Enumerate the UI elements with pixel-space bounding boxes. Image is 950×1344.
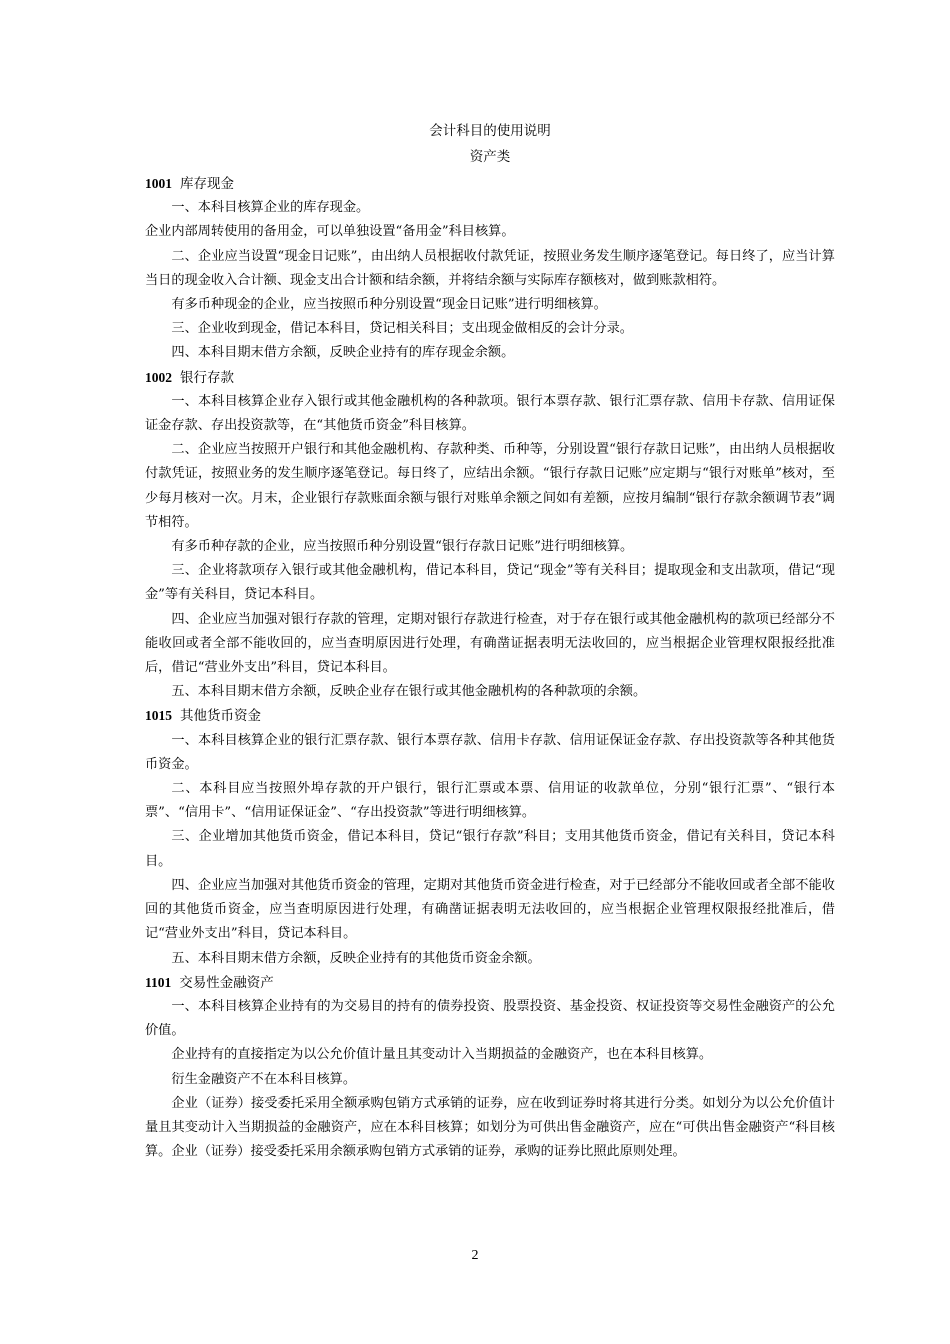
paragraph: 企业持有的直接指定为以公允价值计量且其变动计入当期损益的金融资产，也在本科目核算。: [171, 1047, 713, 1063]
section-code: 1015: [145, 708, 172, 724]
paragraph: 五、本科目期末借方余额，反映企业持有的其他货币资金余额。: [171, 950, 541, 966]
document-subtitle: 资产类: [469, 149, 511, 165]
document-page: [145, 118, 835, 1164]
paragraph: 有多币种现金的企业，应当按照币种分别设置“现金日记账”进行明细核算。: [171, 297, 607, 313]
paragraph: 三、企业收到现金，借记本科目，贷记相关科目；支出现金做相反的会计分录。: [171, 321, 633, 337]
section-name: 库存现金: [180, 176, 234, 192]
section-name: 其他货币资金: [180, 708, 261, 725]
section-heading: [145, 704, 835, 728]
sections-container: [145, 172, 835, 1164]
document-title: 会计科目的使用说明: [429, 123, 551, 139]
paragraph: 一、本科目核算企业的银行汇票存款、银行本票存款、信用卡存款、信用证保证金存款、存出投资款等各种其他货币资金。: [145, 732, 835, 772]
paragraph: 衍生金融资产不在本科目核算。: [171, 1071, 357, 1087]
paragraph: 二、企业应当按照开户银行和其他金融机构、存款种类、币种等，分别设置“银行存款日记账”，由出纳人员根据收付款凭证，按照业务的发生顺序逐笔登记。每日终了，应结出余额。“银行存款日记账”应定期与“银行对账单”核对，至少每月核对一次。月末，企业银行存款账面余额与银行对账单余额之间如有差额，应按月编制“银行存款余额调节表”调节相符。: [145, 442, 835, 530]
paragraph: 企业内部周转使用的备用金，可以单独设置“备用金”科目核算。: [145, 224, 515, 240]
paragraph: 二、本科目应当按照外埠存款的开户银行，银行汇票或本票、信用证的收款单位，分别“银行汇票”、“银行本票”、“信用卡”、“信用证保证金”、“存出投资款”等进行明细核算。: [145, 781, 835, 821]
section-code: 1001: [145, 176, 172, 191]
paragraph: 二、企业应当设置“现金日记账”，由出纳人员根据收付款凭证，按照业务发生顺序逐笔登记。每日终了，应当计算当日的现金收入合计额、现金支出合计额和结余额，并将结余额与实际库存额核对，做到账款相符。: [145, 248, 835, 288]
paragraph: 四、企业应当加强对其他货币资金的管理，定期对其他货币资金进行检查，对于已经部分不能收回或者全部不能收回的其他货币资金，应当查明原因进行处理，有确凿证据表明无法收回的，应当根据企业管理权限报经批准后，借记“营业外支出”科目，贷记本科目。: [145, 877, 835, 942]
paragraph: 三、企业增加其他货币资金，借记本科目，贷记“银行存款”科目；支用其他货币资金，借记有关科目，贷记本科目。: [145, 829, 835, 869]
paragraph: 一、本科目核算企业持有的为交易目的持有的债券投资、股票投资、基金投资、权证投资等交易性金融资产的公允价值。: [145, 998, 835, 1039]
section-heading: [145, 971, 835, 995]
section-heading: [145, 366, 835, 390]
page-number: 2: [471, 1248, 479, 1263]
paragraph: 四、企业应当加强对银行存款的管理，定期对银行存款进行检查，对于存在银行或其他金融机构的款项已经部分不能收回或者全部不能收回的，应当查明原因进行处理，有确凿证据表明无法收回的，应当根据企业管理权限报经批准后，借记“营业外支出”科目，贷记本科目。: [145, 611, 835, 676]
paragraph: 企业（证券）接受委托采用全额承购包销方式承销的证券，应在收到证券时将其进行分类。如划分为以公允价值计量且其变动计入当期损益的金融资产，应在本科目核算；如划分为可供出售金融资产，应在“可供出售金融资产“科目核算。企业（证券）接受委托采用余额承购包销方式承销的证券，承购的证券比照此原则处理。: [145, 1095, 835, 1160]
section-heading: [145, 172, 835, 196]
paragraph: 一、本科目核算企业的库存现金。: [171, 200, 370, 216]
section-name: 银行存款: [180, 369, 234, 386]
paragraph: 四、本科目期末借方余额，反映企业持有的库存现金余额。: [171, 345, 515, 361]
section-code: 1002: [145, 369, 172, 385]
section-name: 交易性金融资产: [179, 974, 274, 991]
paragraph: 五、本科目期末借方余额，反映企业存在银行或其他金融机构的各种款项的余额。: [171, 684, 647, 700]
paragraph: 三、企业将款项存入银行或其他金融机构，借记本科目，贷记“现金”等有关科目；提取现金和支出款项，借记“现金”等有关科目，贷记本科目。: [145, 563, 835, 603]
section-code: 1101: [145, 974, 172, 990]
paragraph: 有多币种存款的企业，应当按照币种分别设置“银行存款日记账”进行明细核算。: [171, 539, 634, 555]
paragraph: 一、本科目核算企业存入银行或其他金融机构的各种款项。银行本票存款、银行汇票存款、信用卡存款、信用证保证金存款、存出投资款等，在“其他货币资金”科目核算。: [145, 393, 835, 434]
